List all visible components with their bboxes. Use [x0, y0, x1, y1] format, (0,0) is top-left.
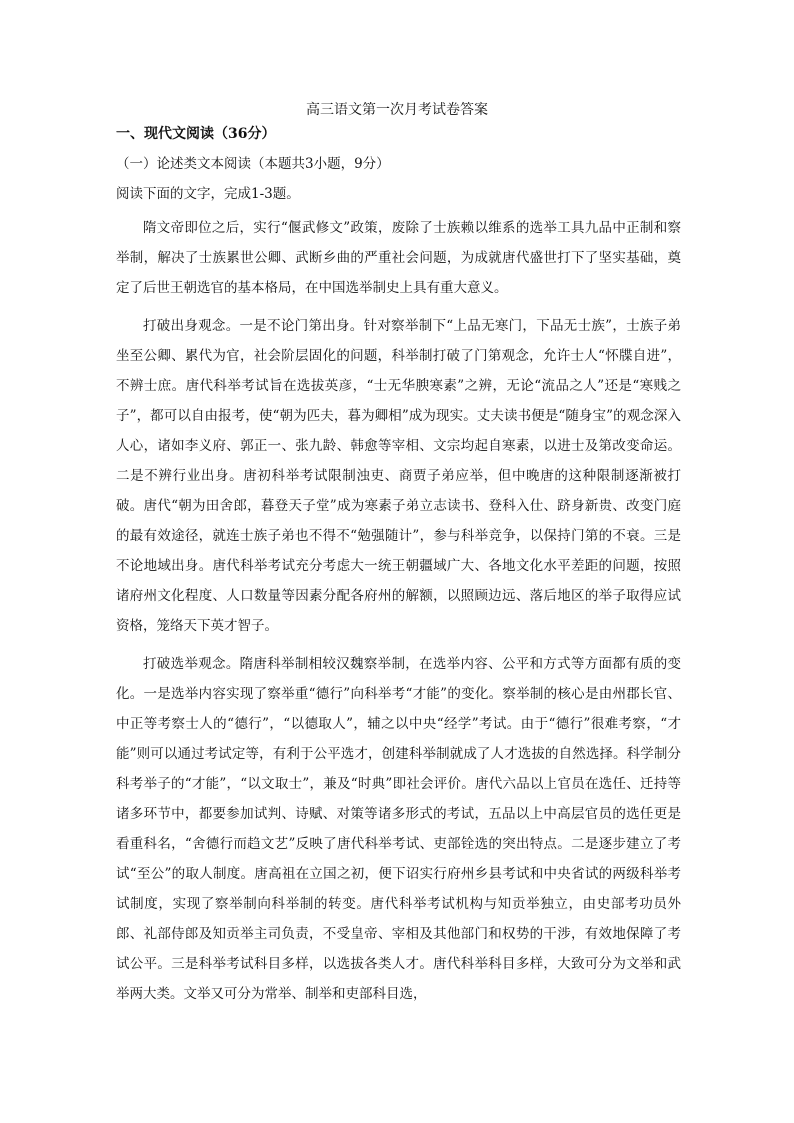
- page-title: 高三语文第一次月考试卷答案: [306, 102, 488, 118]
- passage-paragraph-2: [116, 311, 681, 641]
- paragraph-text: 打破选举观念。隋唐科举制相较汉魏察举制，在选举内容、公平和方式等方面都有质的变化。一是选举内容实现了察举重“德行”向科举考“才能”的变化。察举制的核心是由州郡长官、中正等考察士人的“德行”，“以德取人”，辅之以中央“经学”考试。由于“德行”很难考察，“才能”则可以通过考试定等，有利于公平选才，创建科举制就成了人才选拔的自然选择。科学制分科考举子的“才能”，“以文取士”，兼及“时典”即社会评价。唐代六品以上官员在选任、迁持等诸多环节中，都要参加试判、诗赋、对策等诸多形式的考试，五品以上中高层官员的选任更是看重科名，“舍德行而趋文艺”反映了唐代科举考试、吏部铨选的突出特点。二是逐步建立了考试“至公”的取人制度。唐高祖在立国之初，便下诏实行府州乡县考试和中央省试的两级科举考试制度，实现了察举制向科举制的转变。唐代科举考试机构与知贡举独立，由史部考功员外郎、礼部侍郎及知贡举主司负责，不受皇帝、宰相及其他部门和权势的干涉，有效地保障了考试公平。三是科举考试科目多样，以选拔各类人才。唐代科举科目多样，大致可分为文举和武举两大类。文举又可分为常举、制举和吏部科目选，: [116, 656, 681, 1002]
- subsection-heading: （一）论述类文本阅读（本题共3小题，9分）: [116, 156, 390, 172]
- passage-paragraph-3: [116, 649, 681, 1009]
- passage-paragraph-1: [116, 213, 681, 303]
- paragraph-text: 隋文帝即位之后，实行“偃武修文”政策，废除了士族赖以维系的选举工具九品中正制和察举制，解决了士族累世公卿、武断乡曲的严重社会问题，为成就唐代盛世打下了坚实基础，奠定了后世王朝选官的基本格局，在中国选举制史上具有重大意义。: [116, 220, 681, 296]
- reading-instruction: 阅读下面的文字，完成1-3题。: [116, 186, 300, 202]
- section-heading: 一、现代文阅读（36分）: [116, 126, 276, 142]
- paragraph-text: 打破出身观念。一是不论门第出身。针对察举制下“上品无寒门，下品无士族”，士族子弟坐至公卿、累代为官，社会阶层固化的问题，科举制打破了门第观念，允许士人“怀牒自进”，不辨士庶。唐代科举考试旨在选拔英彦，“士无华腴寒素”之辨，无论“流品之人”还是“寒贱之子”，都可以自由报考，使“朝为匹夫，暮为卿相”成为现实。丈夫读书便是“随身宝”的观念深入人心，诸如李义府、郭正一、张九龄、韩愈等宰相、文宗均起自寒素，以进士及第改变命运。二是不辨行业出身。唐初科举考试限制浊吏、商贾子弟应举，但中晚唐的这种限制逐渐被打破。唐代“朝为田舍郎，暮登天子堂”成为寒素子弟立志读书、登科入仕、跻身新贵、改变门庭的最有效途径，就连士族子弟也不得不“勉强随计”，参与科举竞争，以保持门第的不衰。三是不论地域出身。唐代科举考试充分考虑大一统王朝疆域广大、各地文化水平差距的问题，按照诸府州文化程度、人口数量等因素分配各府州的解额，以照顾边远、落后地区的举子取得应试资格，笼络天下英才智子。: [116, 318, 681, 634]
